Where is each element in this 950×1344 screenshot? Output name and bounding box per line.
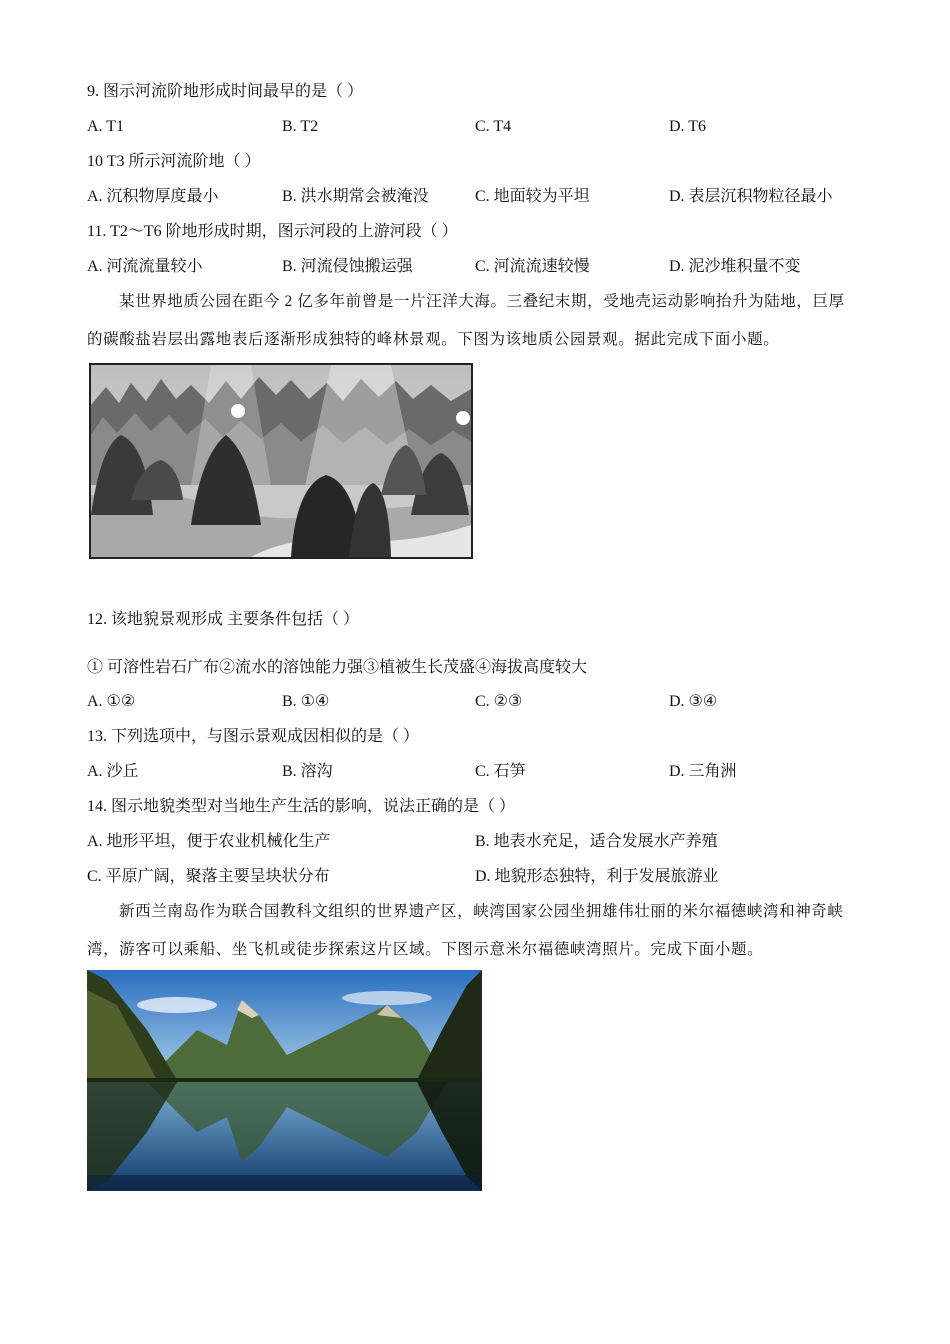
q13-option-c: C. 石笋 (475, 763, 526, 780)
q11-option-d: D. 泥沙堆积量不变 (669, 258, 801, 275)
q14-option-c: C. 平原广阔，聚落主要呈块状分布 (87, 868, 330, 885)
q13-option-d: D. 三角洲 (669, 763, 737, 780)
milford-sound-photo (87, 970, 482, 1191)
q14-option-a: A. 地形平坦，便于农业机械化生产 (87, 833, 331, 850)
passage-geopark: 某世界地质公园在距今 2 亿多年前曾是一片汪洋大海。三叠纪末期，受地壳运动影响抬升为陆地，巨厚的碳酸盐岩层出露地表后逐渐形成独特的峰林景观。下图为该地质公园景观。据此完成下面小题。 (87, 293, 845, 348)
q10-option-c: C. 地面较为平坦 (475, 188, 590, 205)
q11-option-a: A. 河流流量较小 (87, 258, 203, 275)
q14-stem: 14. 图示地貌类型对当地生产生活的影响，说法正确的是（ ） (87, 798, 516, 815)
q9-option-c: C. T4 (475, 118, 512, 135)
q13-option-a: A. 沙丘 (87, 763, 139, 780)
passage-milford-sound: 新西兰南岛作为联合国教科文组织的世界遗产区，峡湾国家公园坐拥雄伟壮丽的米尔福德峡湾和神奇峡湾，游客可以乘船、坐飞机或徒步探索这片区域。下图示意米尔福德峡湾照片。完成下面小题。 (87, 903, 844, 958)
q9-option-d: D. T6 (669, 118, 707, 135)
q10-option-d: D. 表层沉积物粒径最小 (669, 188, 833, 205)
q9-option-b: B. T2 (282, 118, 319, 135)
q9-stem: 9. 图示河流阶地形成时间最早的是（ ） (87, 83, 364, 100)
q12-option-c: C. ②③ (475, 693, 523, 710)
q14-option-d: D. 地貌形态独特，利于发展旅游业 (475, 868, 719, 885)
q13-option-b: B. 溶沟 (282, 763, 333, 780)
q11-option-b: B. 河流侵蚀搬运强 (282, 258, 413, 275)
q10-option-b: B. 洪水期常会被淹没 (282, 188, 429, 205)
karst-peak-forest-image (89, 363, 473, 559)
q12-option-d: D. ③④ (669, 693, 718, 710)
q12-option-b: B. ①④ (282, 693, 330, 710)
q12-option-a: A. ①② (87, 693, 136, 710)
q11-option-c: C. 河流流速较慢 (475, 258, 590, 275)
q13-stem: 13. 下列选项中，与图示景观成因相似的是（ ） (87, 728, 420, 745)
q10-option-a: A. 沉积物厚度最小 (87, 188, 219, 205)
q9-option-a: A. T1 (87, 118, 125, 135)
q10-stem: 10 T3 所示河流阶地（ ） (87, 153, 261, 170)
q12-conditions: ① 可溶性岩石广布②流水的溶蚀能力强③植被生长茂盛④海拔高度较大 (87, 659, 588, 676)
q14-option-b: B. 地表水充足，适合发展水产养殖 (475, 833, 718, 850)
q11-stem: 11. T2～T6 阶地形成时期，图示河段的上游河段（ ） (87, 223, 458, 240)
q12-stem: 12. 该地貌景观形成 主要条件包括（ ） (87, 611, 360, 628)
